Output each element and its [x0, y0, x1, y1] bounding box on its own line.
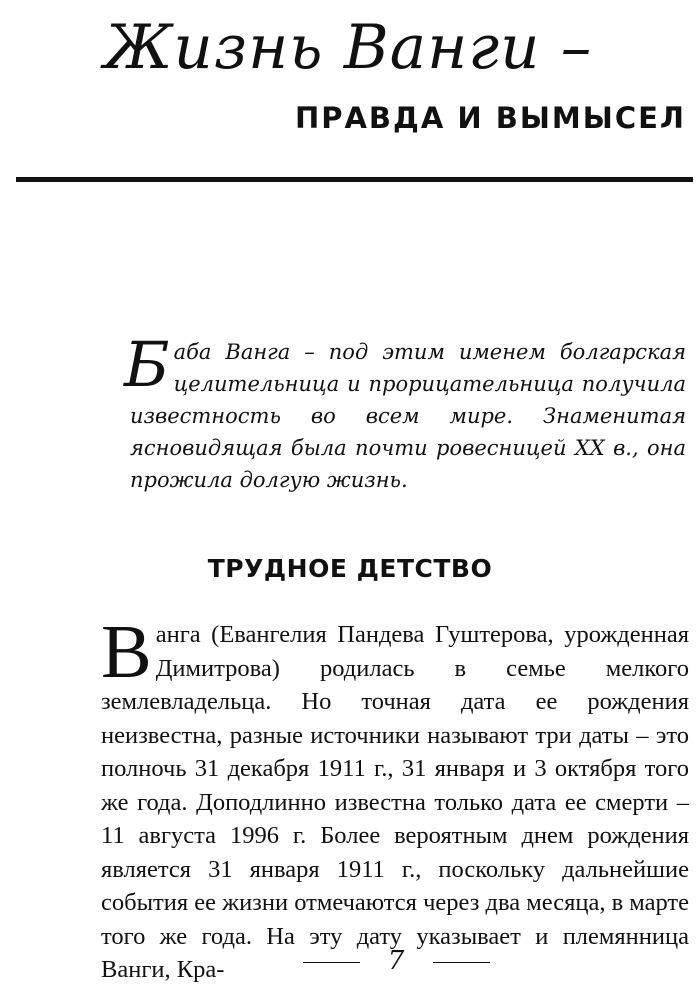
title-divider: [16, 177, 693, 182]
section-heading: ТРУДНОЕ ДЕТСТВО: [207, 554, 493, 583]
footer-rule-left: [303, 962, 360, 963]
body-paragraph: [101, 610, 689, 987]
lead-paragraph: [124, 328, 686, 496]
lead-text: аба Ванга – под этим именем болгарская целительница и прорицательница получила известность во всем мире. Знаменитая ясновидящая была почти ровесницей XX в., она прожила долгую жизнь.: [130, 340, 686, 492]
chapter-title-script: Жизнь Ванги –: [104, 12, 593, 83]
footer-rule-right: [433, 962, 490, 963]
body-text: анга (Евангелия Пандева Гуштерова, урожденная Димитрова) родилась в семье мелкого землевладельца. Но точная дата ее рождения неизвестна, разные источники называют три даты – это полночь 31 декабря 1911 г., 31 января и 3 октября того же года. Доподлинно известна только дата ее смерти – 11 августа 1996 г. Более вероятным днем рождения является 31 января 1911 г., поскольку дальнейшие события ее жизни отмечаются через два месяца, в марте того же года. На эту дату указывает и племянница Ванги, Кра-: [101, 621, 689, 983]
chapter-title-caps: ПРАВДА И ВЫМЫСЕЛ: [294, 101, 686, 135]
page-number: 7: [387, 946, 405, 976]
lead-dropcap: Б: [124, 328, 170, 401]
body-dropcap: В: [101, 610, 152, 694]
